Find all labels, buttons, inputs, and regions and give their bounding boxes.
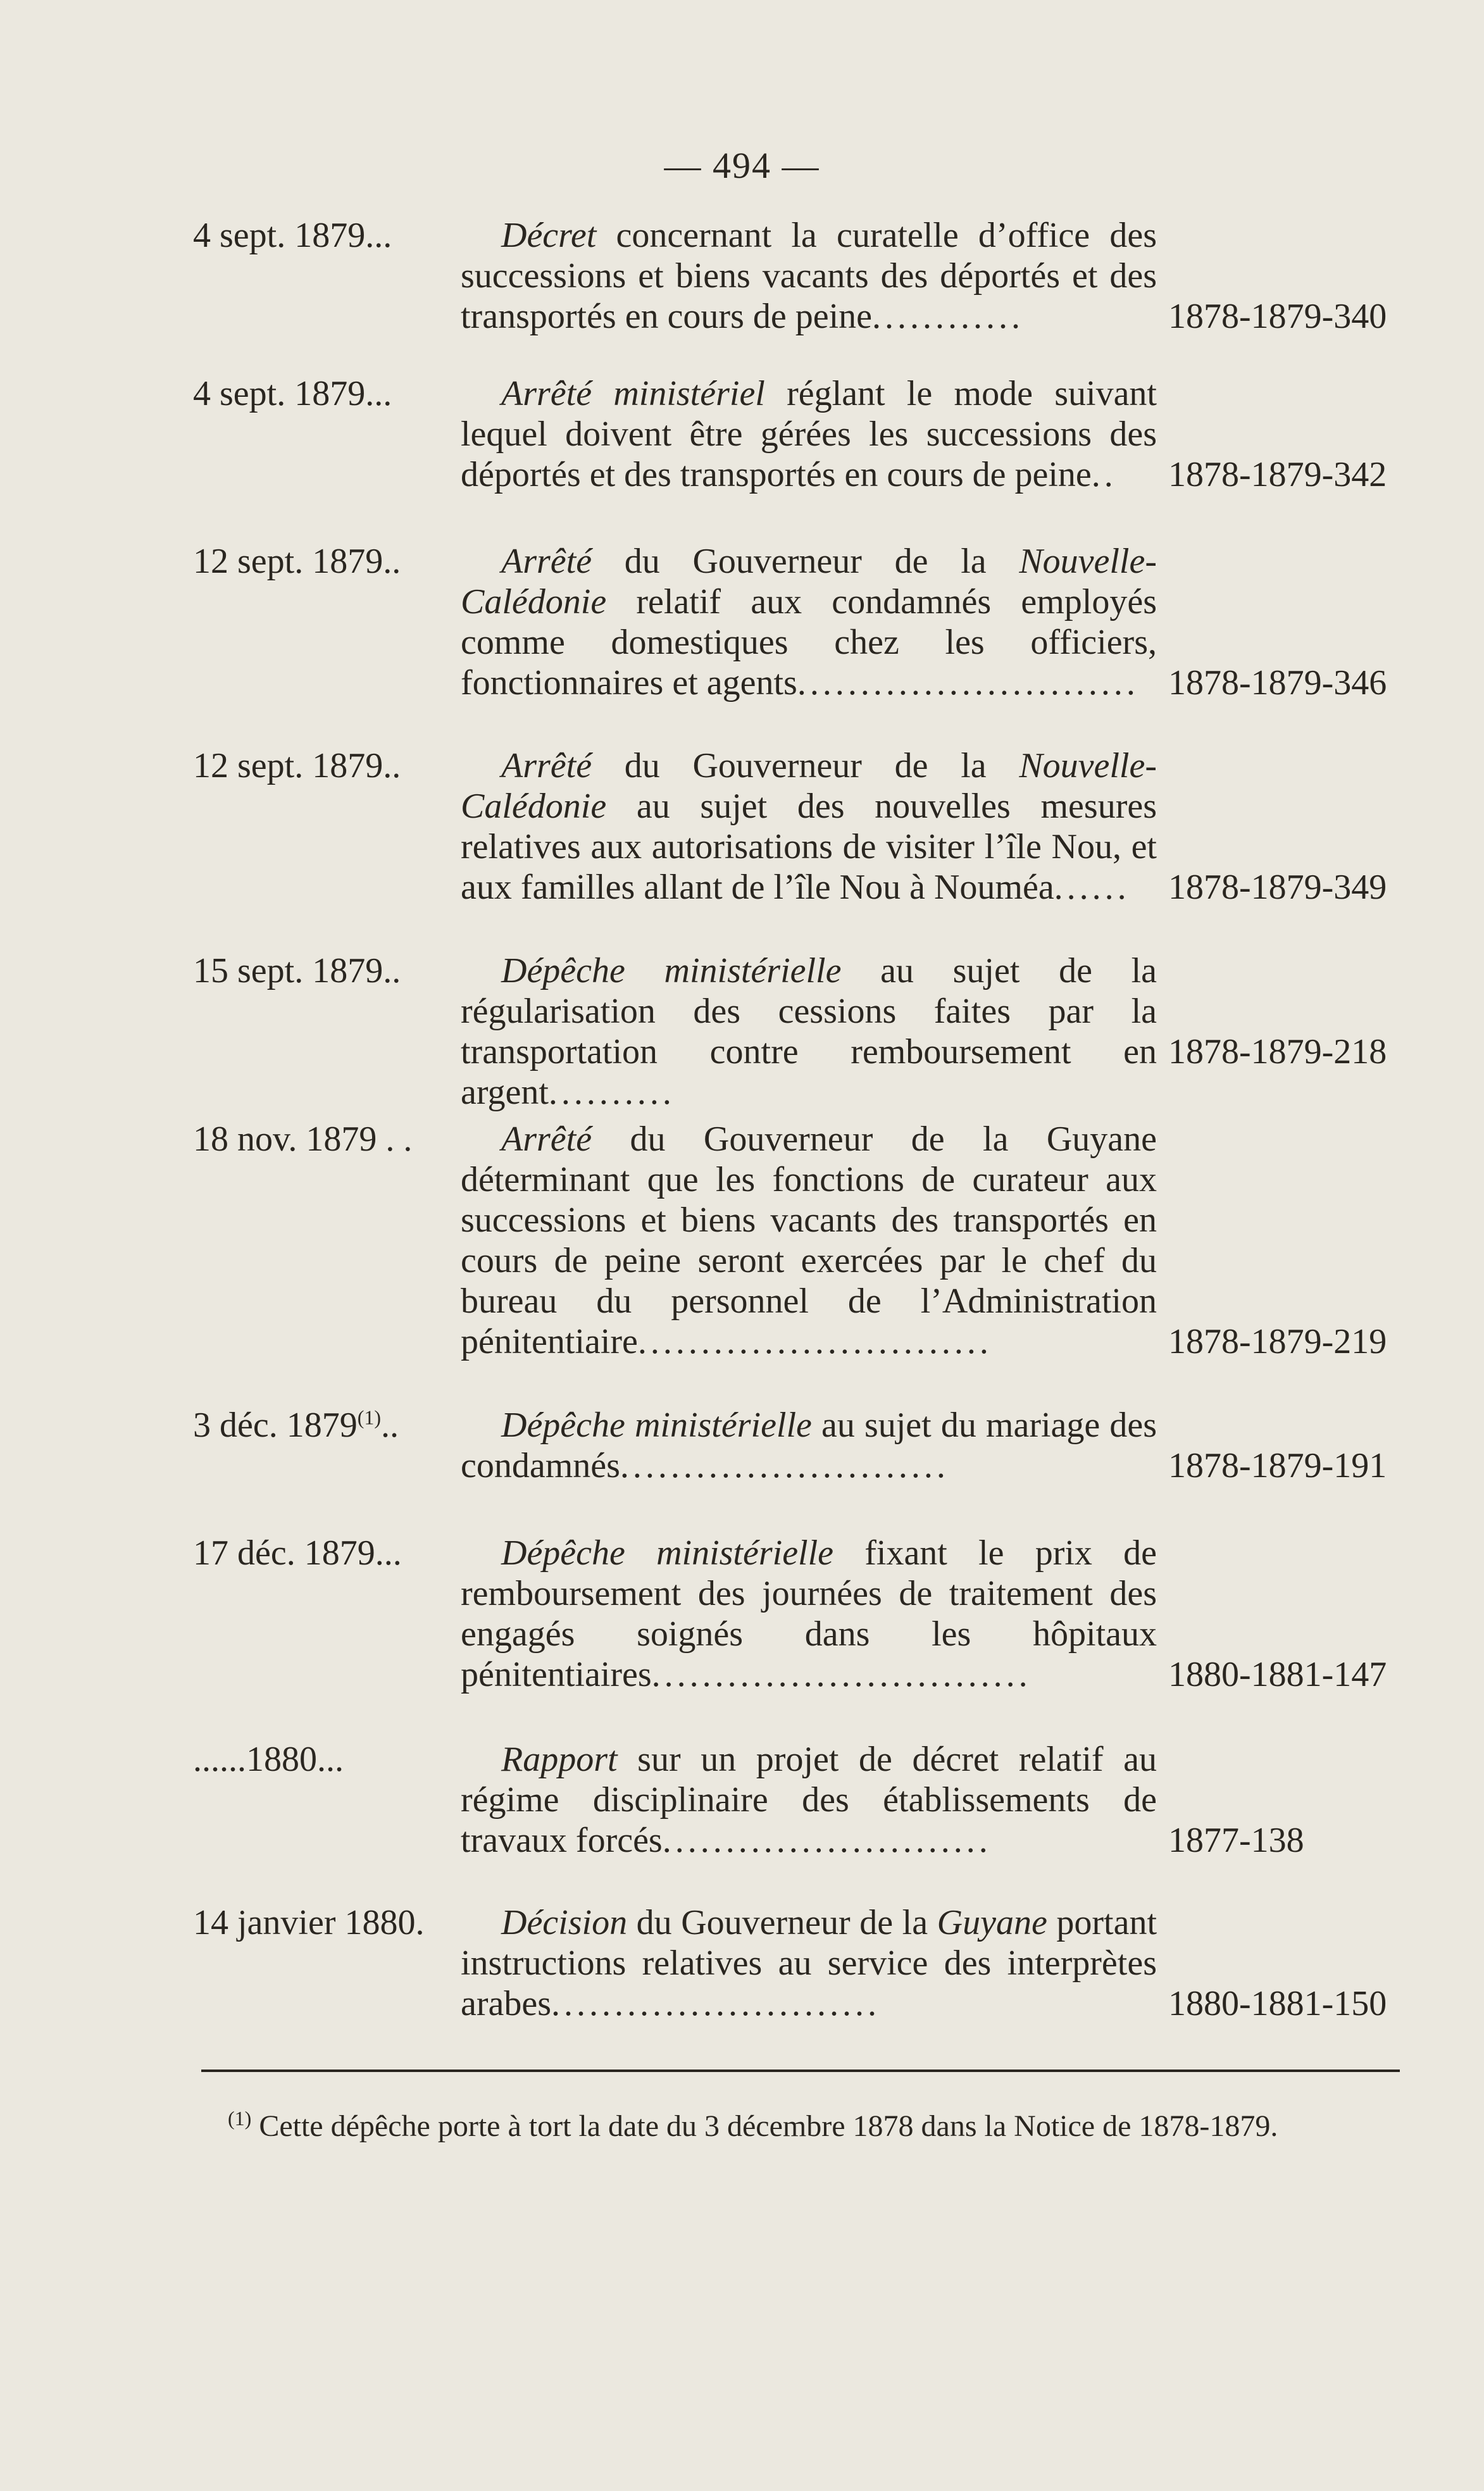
entry-description xyxy=(461,1902,1157,2024)
entry-text: concernant la curatelle d’office des successions et biens vacants des déportés et des transportés en cours de peine xyxy=(461,216,1157,336)
entry-description xyxy=(461,373,1157,495)
entry-reference: 1877-138 xyxy=(1168,1821,1304,1860)
dot-leader: ........................... xyxy=(797,663,1139,702)
entry-date: ......1880... xyxy=(193,1740,344,1779)
dot-leader: .......................... xyxy=(551,1984,881,2023)
dot-leader: .......................... xyxy=(662,1821,992,1860)
entry-reference: 1878-1879-342 xyxy=(1168,455,1387,494)
entry-text-continued: portant instructions relatives au service des interprètes arabes xyxy=(461,1903,1157,2023)
entry-date: 12 sept. 1879.. xyxy=(193,542,401,581)
entry-text: du Gouverneur de la Guyane déterminant que les fonctions de curateur aux successions et biens vacants des transportés en cours de peine seront exercées par le chef du bureau du personnel de l’Administration pénitentiaire xyxy=(461,1120,1157,1361)
entry-text: sur un projet de décret relatif au régime disciplinaire des établissements de travaux forcés xyxy=(461,1740,1157,1860)
dot-leader: .............................. xyxy=(651,1655,1032,1694)
entry-text-continued: au sujet des nouvelles mesures relatives aux autorisations de visiter l’île Nou, et aux familles allant de l’île Nou à Nouméa xyxy=(461,787,1157,907)
dot-leader: ............ xyxy=(872,297,1024,336)
entry-date-tail: .. xyxy=(381,1406,399,1445)
entry-text: réglant le mode suivant lequel doivent être gérées les successions des déportés et des transportés en cours de peine xyxy=(461,374,1157,494)
dot-leader: .......................... xyxy=(620,1446,949,1485)
entry-place: Guyane xyxy=(937,1903,1047,1942)
dot-leader: ............................ xyxy=(637,1322,992,1361)
footnote-reference: (1) xyxy=(357,1406,382,1429)
entry-text: fixant le prix de remboursement des journées de traitement des engagés soignés dans les hôpitaux pénitentiaires xyxy=(461,1533,1157,1694)
entry-text-continued: relatif aux condamnés employés comme domestiques chez les officiers, fonctionnaires et agents xyxy=(461,582,1157,702)
entry-description xyxy=(461,1119,1157,1362)
entry-type: Rapport xyxy=(501,1740,618,1779)
entry-type: Dépêche ministérielle xyxy=(501,1533,834,1573)
entry-date: 12 sept. 1879.. xyxy=(193,746,401,785)
entry-description xyxy=(461,215,1157,337)
entry-type: Arrêté xyxy=(501,542,592,581)
entry-type: Arrêté xyxy=(501,746,592,785)
entry-type: Arrêté xyxy=(501,1120,592,1159)
page-number: — 494 — xyxy=(664,145,820,186)
entry-description xyxy=(461,1405,1157,1486)
footnote-text: Cette dépêche porte à tort la date du 3 décembre 1878 dans la Notice de 1878-1879. xyxy=(251,2109,1278,2143)
entry-description xyxy=(461,541,1157,703)
entry-reference: 1878-1879-218 xyxy=(1168,1032,1387,1071)
entry-text: au sujet du mariage des condamnés xyxy=(461,1406,1157,1485)
entry-reference: 1878-1879-346 xyxy=(1168,663,1387,702)
entry-place: Nouvelle-Calédonie xyxy=(461,746,1157,826)
entry-reference: 1878-1879-219 xyxy=(1168,1322,1387,1361)
entry-reference: 1878-1879-349 xyxy=(1168,868,1387,907)
entry-date: 4 sept. 1879... xyxy=(193,374,392,413)
entry-reference: 1878-1879-191 xyxy=(1168,1446,1387,1485)
entry-reference: 1878-1879-340 xyxy=(1168,297,1387,336)
dot-leader: .. xyxy=(1091,455,1117,494)
footnote-divider xyxy=(201,2070,1400,2072)
entry-type: Arrêté ministériel xyxy=(501,374,765,413)
entry-description xyxy=(461,1739,1157,1861)
footnote xyxy=(228,2107,1405,2145)
footnote-mark: (1) xyxy=(228,2107,252,2130)
dot-leader: .......... xyxy=(548,1073,675,1112)
entry-reference: 1880-1881-150 xyxy=(1168,1984,1387,2023)
dot-leader: ...... xyxy=(1054,868,1130,907)
entry-text: du Gouverneur de la xyxy=(592,542,1019,581)
entry-date: 14 janvier 1880. xyxy=(193,1903,425,1942)
entry-reference: 1880-1881-147 xyxy=(1168,1655,1387,1694)
entry-type: Décret xyxy=(501,216,597,255)
entry-text: du Gouverneur de la xyxy=(627,1903,937,1942)
entry-type: Dépêche ministérielle xyxy=(501,1406,812,1445)
entry-date-text: 3 déc. 1879 xyxy=(193,1406,358,1445)
entry-text: du Gouverneur de la xyxy=(592,746,1019,785)
entry-date: 18 nov. 1879 . . xyxy=(193,1120,413,1159)
entry-date: 4 sept. 1879... xyxy=(193,216,392,255)
entry-description xyxy=(461,951,1157,1113)
entry-description xyxy=(461,746,1157,908)
entry-date: 15 sept. 1879.. xyxy=(193,951,401,990)
entry-type: Dépêche ministérielle xyxy=(501,951,842,990)
entry-date: 17 déc. 1879... xyxy=(193,1533,402,1573)
entry-place: Nouvelle-Calédonie xyxy=(461,542,1157,621)
entry-type: Décision xyxy=(501,1903,628,1942)
entry-date xyxy=(193,1405,399,1445)
entry-text: au sujet de la régularisation des cessions faites par la transportation contre remboursement en argent xyxy=(461,951,1157,1112)
entry-description xyxy=(461,1533,1157,1695)
